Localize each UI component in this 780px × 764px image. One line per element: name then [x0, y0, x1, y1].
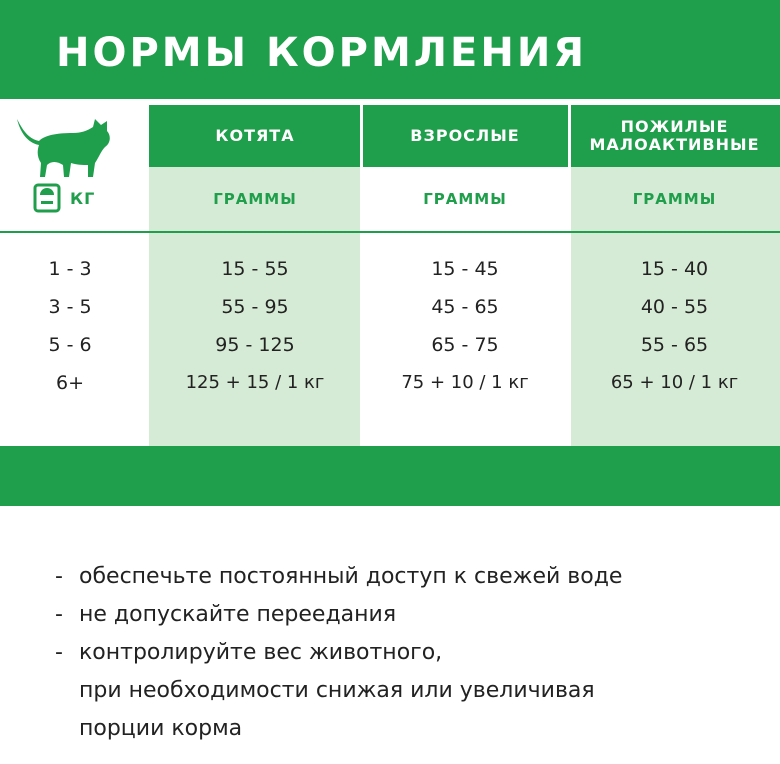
cat-icon [15, 111, 115, 181]
weight-label-column [0, 105, 149, 446]
kittens-cell: 125 + 15 / 1 кг [185, 372, 325, 393]
weight-values [0, 250, 140, 402]
weight-cell: 5 - 6 [48, 334, 92, 356]
seniors-cell: 65 + 10 / 1 кг [610, 372, 739, 393]
footer-band [0, 446, 780, 506]
note-text-line: контролируйте вес животного, [79, 640, 443, 665]
note-item: - не допускайте переедания [55, 602, 397, 627]
adults-unit: ГРАММЫ [423, 190, 507, 208]
note-text: обеспечьте постоянный доступ к свежей воде [79, 564, 623, 589]
adults-cell: 65 - 75 [431, 334, 499, 356]
adults-column [361, 105, 569, 446]
kittens-column [149, 105, 361, 446]
weight-cell: 6+ [55, 372, 84, 394]
kittens-header: КОТЯТА [149, 105, 361, 167]
header-band [0, 0, 780, 99]
header-separator-line [0, 231, 780, 233]
feeding-table [0, 105, 780, 446]
kittens-cell: 55 - 95 [221, 296, 289, 318]
seniors-column [569, 105, 780, 446]
seniors-values [569, 250, 780, 402]
column-divider [568, 105, 571, 446]
note-item: - обеспечьте постоянный доступ к свежей воде [55, 564, 623, 589]
weight-cell: 3 - 5 [48, 296, 92, 318]
weight-unit-label: КГ [70, 189, 96, 208]
adults-cell: 75 + 10 / 1 кг [401, 372, 529, 393]
seniors-cell: 15 - 40 [640, 258, 709, 280]
note-text: не допускайте переедания [79, 602, 397, 627]
weight-cell: 1 - 3 [48, 258, 92, 280]
kittens-values [149, 250, 361, 402]
seniors-header-line1: ПОЖИЛЫЕ [620, 117, 729, 136]
column-divider [360, 105, 363, 446]
adults-cell: 45 - 65 [431, 296, 499, 318]
seniors-header-line2: МАЛОАКТИВНЫЕ [589, 135, 760, 154]
adults-values [361, 250, 569, 402]
page-title: НОРМЫ КОРМЛЕНИЯ [56, 30, 588, 76]
adults-header: ВЗРОСЛЫЕ [361, 105, 569, 167]
note-item: - контролируйте вес животного, при необходимости снижая или увеличивая порции корма [55, 634, 775, 748]
kittens-cell: 15 - 55 [221, 258, 289, 280]
note-text-line: порции корма [79, 716, 243, 741]
kittens-unit: ГРАММЫ [213, 190, 297, 208]
feeding-notes [55, 558, 775, 748]
seniors-cell: 40 - 55 [640, 296, 709, 318]
seniors-header [569, 105, 780, 167]
note-text-line: при необходимости снижая или увеличивая [79, 678, 595, 703]
kittens-cell: 95 - 125 [215, 334, 295, 356]
seniors-unit: ГРАММЫ [632, 190, 717, 208]
adults-cell: 15 - 45 [431, 258, 499, 280]
scale-icon [33, 183, 61, 213]
seniors-cell: 55 - 65 [640, 334, 709, 356]
